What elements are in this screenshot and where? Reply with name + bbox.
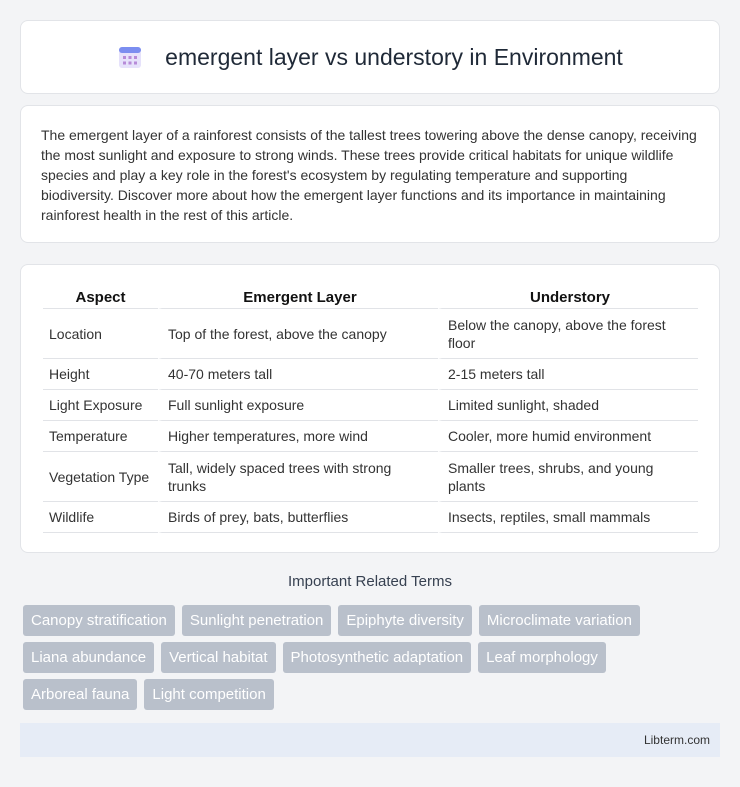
term-tag[interactable]: Liana abundance bbox=[23, 642, 154, 673]
table-cell: Light Exposure bbox=[43, 390, 158, 421]
term-tag[interactable]: Sunlight penetration bbox=[182, 605, 331, 636]
table-row bbox=[43, 359, 698, 390]
table-cell: 40-70 meters tall bbox=[158, 359, 438, 390]
header-aspect: Aspect bbox=[43, 283, 158, 309]
comparison-table-card bbox=[20, 264, 720, 553]
table-row bbox=[43, 309, 698, 359]
table-cell: Tall, widely spaced trees with strong trunks bbox=[158, 452, 438, 502]
table-cell: Wildlife bbox=[43, 502, 158, 533]
comparison-table bbox=[43, 283, 698, 533]
header-emergent-layer: Emergent Layer bbox=[158, 283, 438, 309]
table-cell: Location bbox=[43, 309, 158, 359]
table-cell: Limited sunlight, shaded bbox=[438, 390, 698, 421]
term-tag[interactable]: Leaf morphology bbox=[478, 642, 606, 673]
table-cell: Vegetation Type bbox=[43, 452, 158, 502]
table-cell: Higher temperatures, more wind bbox=[158, 421, 438, 452]
page-title: emergent layer vs understory in Environment bbox=[165, 43, 623, 70]
term-tag[interactable]: Photosynthetic adaptation bbox=[283, 642, 472, 673]
table-row bbox=[43, 502, 698, 533]
term-tag[interactable]: Epiphyte diversity bbox=[338, 605, 472, 636]
term-tag[interactable]: Canopy stratification bbox=[23, 605, 175, 636]
table-cell: Top of the forest, above the canopy bbox=[158, 309, 438, 359]
term-tag[interactable]: Vertical habitat bbox=[161, 642, 275, 673]
term-tag[interactable]: Microclimate variation bbox=[479, 605, 640, 636]
table-header-row bbox=[43, 283, 698, 309]
table-cell: Full sunlight exposure bbox=[158, 390, 438, 421]
term-tag[interactable]: Light competition bbox=[144, 679, 273, 710]
table-cell: Birds of prey, bats, butterflies bbox=[158, 502, 438, 533]
intro-paragraph: The emergent layer of a rainforest consists of the tallest trees towering above the dense canopy, receiving the most sunlight and exposure to strong winds. These trees provide critical habitats for unique wildlife species and play a key role in the forest's ecosystem by regulating temperature and supporting biodiversity. Discover more about how the emergent layer functions and its importance in maintaining rainforest health in the rest of this article. bbox=[41, 127, 697, 223]
term-tag[interactable]: Arboreal fauna bbox=[23, 679, 137, 710]
table-row bbox=[43, 452, 698, 502]
related-terms-list bbox=[23, 605, 723, 710]
table-cell: 2-15 meters tall bbox=[438, 359, 698, 390]
calendar-grid-icon bbox=[117, 44, 143, 70]
footer bbox=[20, 723, 720, 757]
header-understory: Understory bbox=[438, 283, 698, 309]
intro-card bbox=[20, 105, 720, 243]
table-cell: Temperature bbox=[43, 421, 158, 452]
table-cell: Height bbox=[43, 359, 158, 390]
footer-site-link[interactable]: Libterm.com bbox=[643, 733, 710, 747]
table-row bbox=[43, 421, 698, 452]
table-cell: Cooler, more humid environment bbox=[438, 421, 698, 452]
related-terms-heading: Important Related Terms bbox=[288, 573, 452, 590]
title-card bbox=[20, 20, 720, 94]
table-row bbox=[43, 390, 698, 421]
table-cell: Smaller trees, shrubs, and young plants bbox=[438, 452, 698, 502]
table-cell: Insects, reptiles, small mammals bbox=[438, 502, 698, 533]
table-cell: Below the canopy, above the forest floor bbox=[438, 309, 698, 359]
